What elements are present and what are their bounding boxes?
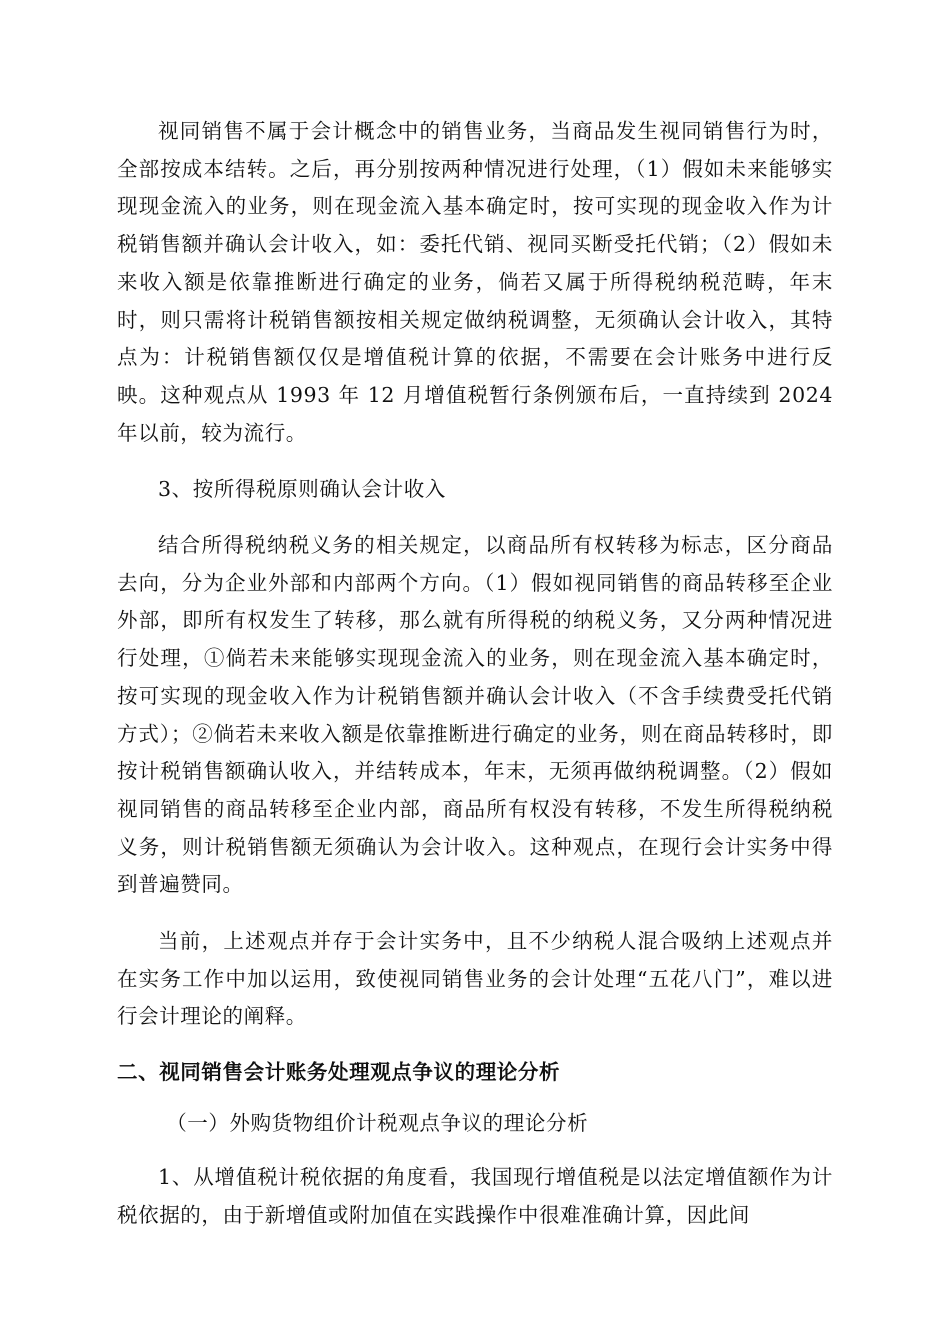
- paragraph-4-block: [117, 1159, 833, 1234]
- paragraph-2: 结合所得税纳税义务的相关规定，以商品所有权转移为标志，区分商品去向，分为企业外部和内部两个方向。（1）假如视同销售的商品转移至企业外部，即所有权发生了转移，那么就有所得税的纳税义务，又分两种情况进行处理，①倘若未来能够实现现金流入的业务，则在现金流入基本确定时，按可实现的现金收入作为计税销售额并确认会计收入（不含手续费受托代销方式）；②倘若未来收入额是依靠推断进行确定的业务，则在商品转移时，即按计税销售额确认收入，并结转成本，年末，无须再做纳税调整。（2）假如视同销售的商品转移至企业内部，商品所有权没有转移，不发生所得税纳税义务，则计税销售额无须确认为会计收入。这种观点，在现行会计实务中得到普遍赞同。: [117, 533, 833, 897]
- paragraph-2-block: [117, 527, 833, 904]
- paragraph-4: 1、从增值税计税依据的角度看，我国现行增值税是以法定增值额作为计税依据的，由于新增值或附加值在实践操作中很难准确计算，因此间: [117, 1165, 833, 1227]
- section-heading-block: [117, 1054, 833, 1092]
- paragraph-1-block: [117, 113, 833, 452]
- subsection-heading-3: 3、按所得税原则确认会计收入: [158, 477, 446, 501]
- paragraph-3: 当前，上述观点并存于会计实务中，且不少纳税人混合吸纳上述观点并在实务工作中加以运用，致使视同销售业务的会计处理“五花八门”，难以进行会计理论的阐释。: [117, 929, 833, 1029]
- section-heading: 二、视同销售会计账务处理观点争议的理论分析: [117, 1060, 561, 1084]
- subsection-heading-block: [117, 1105, 833, 1143]
- heading-3-block: [117, 471, 833, 509]
- paragraph-1: 视同销售不属于会计概念中的销售业务，当商品发生视同销售行为时，全部按成本结转。之后，再分别按两种情况进行处理，（1）假如未来能够实现现金流入的业务，则在现金流入基本确定时，按可实现的现金收入作为计税销售额并确认会计收入，如：委托代销、视同买断受托代销；（2）假如未来收入额是依靠推断进行确定的业务，倘若又属于所得税纳税范畴，年末时，则只需将计税销售额按相关规定做纳税调整，无须确认会计收入，其特点为：计税销售额仅仅是增值税计算的依据，不需要在会计账务中进行反映。这种观点从 1993 年 12 月增值税暂行条例颁布后，一直持续到 2024 年以前，较为流行。: [117, 119, 833, 445]
- paragraph-3-block: [117, 923, 833, 1036]
- subsection-heading: （一）外购货物组价计税观点争议的理论分析: [166, 1111, 589, 1135]
